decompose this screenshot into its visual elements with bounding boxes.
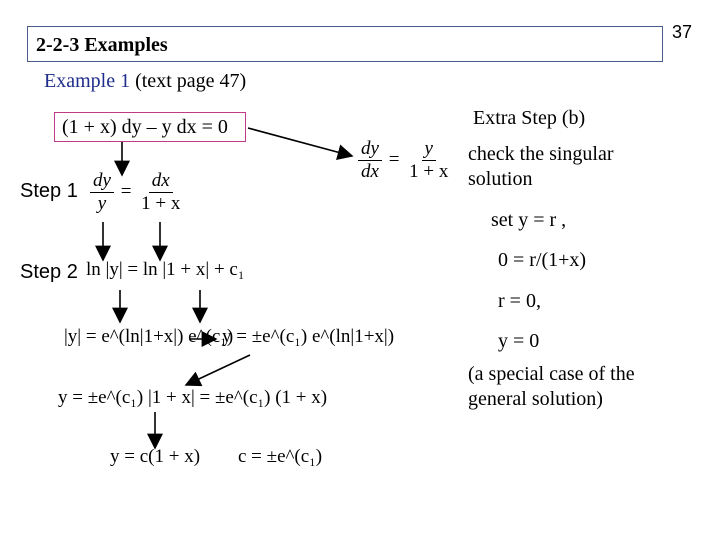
extra-eq3: y = 0 [498, 330, 540, 352]
example-number: Example 1 [44, 70, 131, 92]
page-title: 2-2-3 Examples [36, 34, 168, 56]
extra-line2: solution [468, 168, 533, 190]
line5-right: c = ±e^(c₁) [238, 446, 323, 467]
line3-left: |y| = e^(ln|1+x|) e^(c₁) [64, 326, 234, 347]
extra-title: Extra Step (b) [473, 107, 586, 129]
step2-label: Step 2 [20, 261, 78, 283]
step1-label: Step 1 [20, 180, 78, 202]
extra-note1: (a special case of the [468, 363, 635, 385]
arrow-line3-to-line4 [186, 355, 250, 385]
rhs-eq: = [388, 148, 400, 170]
step1-eq: = [120, 180, 132, 202]
step1-rhs-den: 1 + x [141, 193, 181, 214]
rhs-lhs-num: dy [358, 138, 382, 161]
ode-text: (1 + x) dy – y dx = 0 [62, 116, 228, 138]
extra-set: set y = r , [491, 209, 567, 231]
rhs-lhs-den: dx [361, 161, 379, 182]
extra-note2: general solution) [468, 388, 603, 410]
step1-lhs-num: dy [90, 170, 114, 193]
extra-line1: check the singular [468, 143, 614, 165]
rhs-rhs-num: y [422, 138, 436, 161]
line5-left: y = c(1 + x) [110, 446, 201, 467]
arrow-ode-to-normal-form [248, 128, 352, 156]
step1-lhs-den: y [97, 193, 107, 214]
step2-equation: ln |y| = ln |1 + x| + c₁ [86, 259, 245, 280]
rhs-rhs-den: 1 + x [409, 161, 449, 182]
line3-right: y = ±e^(c₁) e^(ln|1+x|) [222, 326, 395, 347]
extra-eq1: 0 = r/(1+x) [498, 249, 587, 271]
step1-rhs-num: dx [149, 170, 173, 193]
page-number: 37 [672, 22, 693, 42]
extra-eq2: r = 0, [498, 290, 541, 312]
example-source: (text page 47) [130, 70, 247, 92]
line4-equation: y = ±e^(c₁) |1 + x| = ±e^(c₁) (1 + x) [58, 387, 328, 408]
